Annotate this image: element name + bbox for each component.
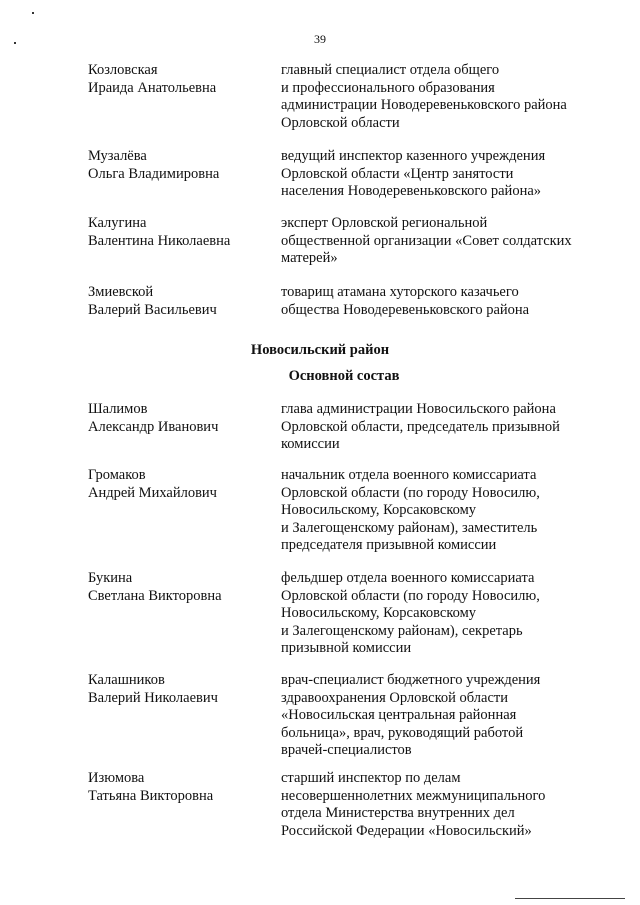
member-role: глава администрации Новосильского района Орловской области, председатель призывной комиссии <box>281 401 560 452</box>
member-name: Змиевской Валерий Васильевич <box>88 284 217 318</box>
member-role: товарищ атамана хуторского казачьего общества Новодеревеньковского района <box>281 284 530 318</box>
member-role: врач-специалист бюджетного учреждения здравоохранения Орловской области «Новосильская центральная районная больница», врач, руководящий работой врачей-специалистов <box>281 672 541 758</box>
member-name: Громаков Андрей Михайлович <box>88 467 217 501</box>
member-role: начальник отдела военного комиссариата Орловской области (по городу Новосилю, Новосильскому, Корсаковскому и Залегощенскому районам), заместитель председателя призывной комиссии <box>281 467 540 553</box>
scan-speck <box>32 12 34 14</box>
member-role: главный специалист отдела общего и профессионального образования администрации Новодеревеньковского района Орловской области <box>281 62 567 131</box>
composition-heading: Основной состав <box>288 368 400 384</box>
member-role: эксперт Орловской региональной общественной организации «Совет солдатских матерей» <box>281 215 572 266</box>
member-name: Музалёва Ольга Владимировна <box>88 148 220 182</box>
member-role: старший инспектор по делам несовершеннолетних межмуниципального отдела Министерства внутренних дел Российской Федерации «Новосильский» <box>281 770 546 839</box>
member-name: Букина Светлана Викторовна <box>88 570 222 604</box>
member-role: фельдшер отдела военного комиссариата Орловской области (по городу Новосилю, Новосильскому, Корсаковскому и Залегощенскому районам), секретарь призывной комиссии <box>281 570 540 656</box>
member-name: Козловская Ираида Анатольевна <box>88 62 217 96</box>
scan-edge-line <box>515 898 625 899</box>
member-name: Изюмова Татьяна Викторовна <box>88 770 214 804</box>
member-name: Шалимов Александр Иванович <box>88 401 219 435</box>
page-number: 39 <box>314 32 326 46</box>
member-name: Калугина Валентина Николаевна <box>88 215 231 249</box>
member-role: ведущий инспектор казенного учреждения Орловской области «Центр занятости населения Новодеревеньковского района» <box>281 148 546 199</box>
district-heading: Новосильский район <box>250 342 390 358</box>
member-name: Калашников Валерий Николаевич <box>88 672 218 706</box>
